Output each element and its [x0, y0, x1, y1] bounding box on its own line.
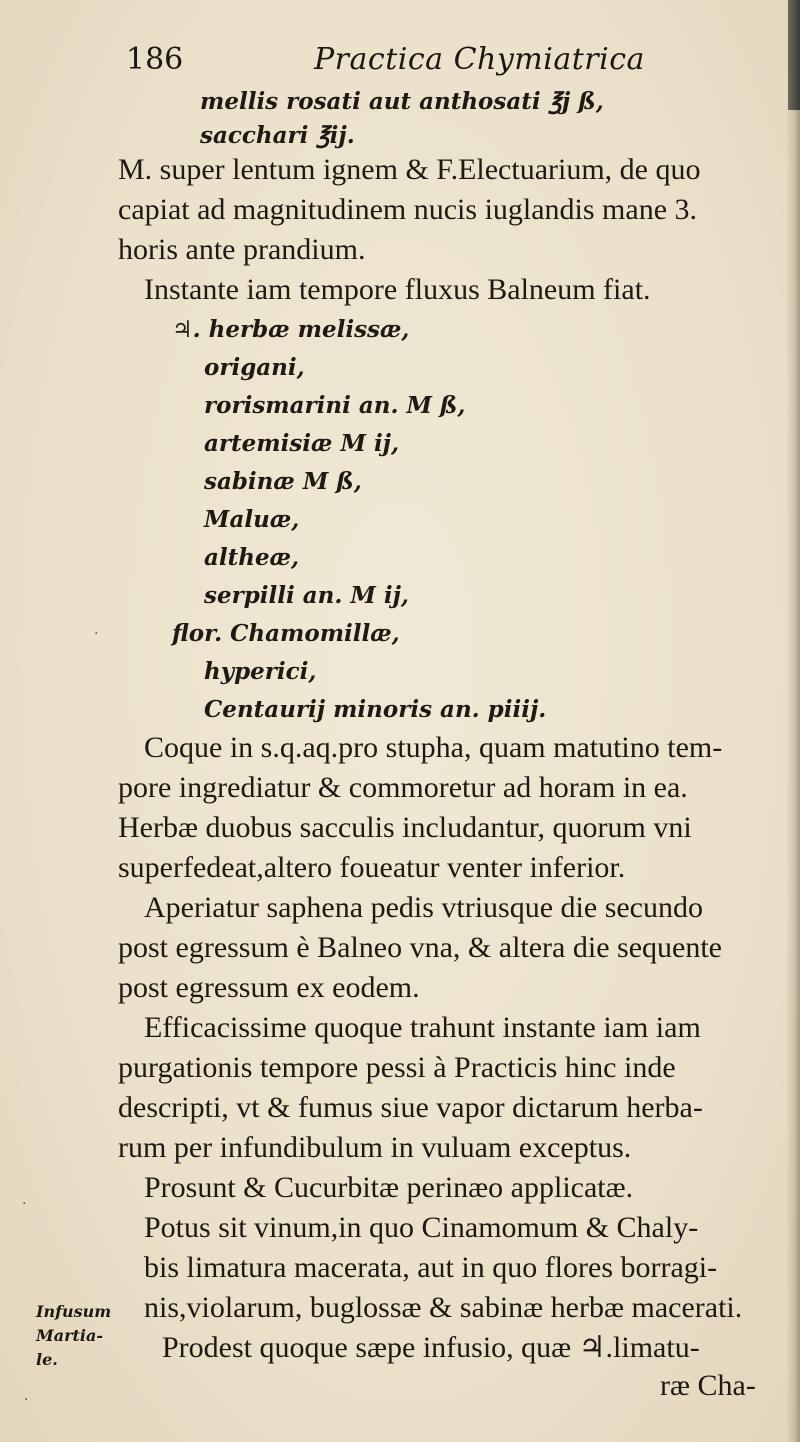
text-line: Prosunt & Cucurbitæ perinæo applicatæ.: [144, 1171, 634, 1204]
text-line: Prodest quoque sæpe infusio, quæ ♃.limatu-: [162, 1331, 700, 1364]
text-line: hyperici,: [204, 658, 317, 685]
text-line: Instante iam tempore fluxus Balneum fiat.: [144, 273, 651, 306]
margin-note: le.: [36, 1350, 58, 1369]
text-line: purgationis tempore pessi à Practicis hinc inde: [118, 1051, 676, 1084]
text-line: Potus sit vinum,in quo Cinamomum & Chaly-: [144, 1211, 699, 1244]
text-line: descripti, vt & fumus siue vapor dictarum herba-: [118, 1091, 703, 1124]
text-line: mellis rosati aut anthosati ℥j ß,: [200, 88, 604, 115]
text-line: Efficacissime quoque trahunt instante iam iam: [144, 1011, 701, 1044]
text-line: M. super lentum ignem & F.Electuarium, de quo: [118, 153, 701, 186]
text-line: bis limatura macerata, aut in quo flores borragi-: [144, 1251, 718, 1284]
ink-speck: ·: [24, 1392, 29, 1408]
text-line: serpilli an. M ij,: [204, 582, 409, 609]
text-line: horis ante prandium.: [118, 233, 366, 266]
text-line: Maluæ,: [204, 506, 300, 533]
margin-note: Infusum: [36, 1302, 112, 1321]
text-line: Centaurij minoris an. piiij.: [204, 696, 547, 723]
ink-speck: ·: [22, 1196, 27, 1212]
text-line: nis,violarum, buglossæ & sabinæ herbæ macerati.: [144, 1291, 743, 1324]
text-line: Herbæ duobus sacculis includantur, quorum vni: [118, 811, 692, 844]
running-title: Practica Chymiatrica: [314, 42, 645, 77]
text-line: Coque in s.q.aq.pro stupha, quam matutino tem-: [144, 731, 723, 764]
text-line: artemisiæ M ij,: [204, 430, 400, 457]
text-line: Aperiatur saphena pedis vtriusque die secundo: [144, 891, 703, 924]
text-line: post egressum è Balneo vna, & altera die sequente: [118, 931, 722, 964]
text-line: sabinæ M ß,: [204, 468, 362, 495]
text-line: flor. Chamomillæ,: [172, 620, 400, 647]
ink-speck: ·: [94, 626, 99, 642]
text-line: rum per infundibulum in vuluam exceptus.: [118, 1131, 632, 1164]
margin-note: Martia-: [36, 1326, 103, 1345]
text-line: altheæ,: [204, 544, 300, 571]
catchword: ræ Cha-: [660, 1369, 756, 1402]
text-line: rorismarini an. M ß,: [204, 392, 466, 419]
text-line: superfedeat,altero foueatur venter inferior.: [118, 851, 626, 884]
page-edge-shadow: [786, 0, 800, 1442]
text-line: sacchari ℥ij.: [200, 122, 355, 149]
text-line: origani,: [204, 354, 305, 381]
text-line: capiat ad magnitudinem nucis iuglandis mane 3.: [118, 193, 698, 226]
text-line: ♃. herbæ melissæ,: [172, 316, 410, 343]
text-line: pore ingrediatur & commoretur ad horam in ea.: [118, 771, 688, 804]
text-line: post egressum ex eodem.: [118, 971, 420, 1004]
page-number: 186: [126, 42, 184, 77]
